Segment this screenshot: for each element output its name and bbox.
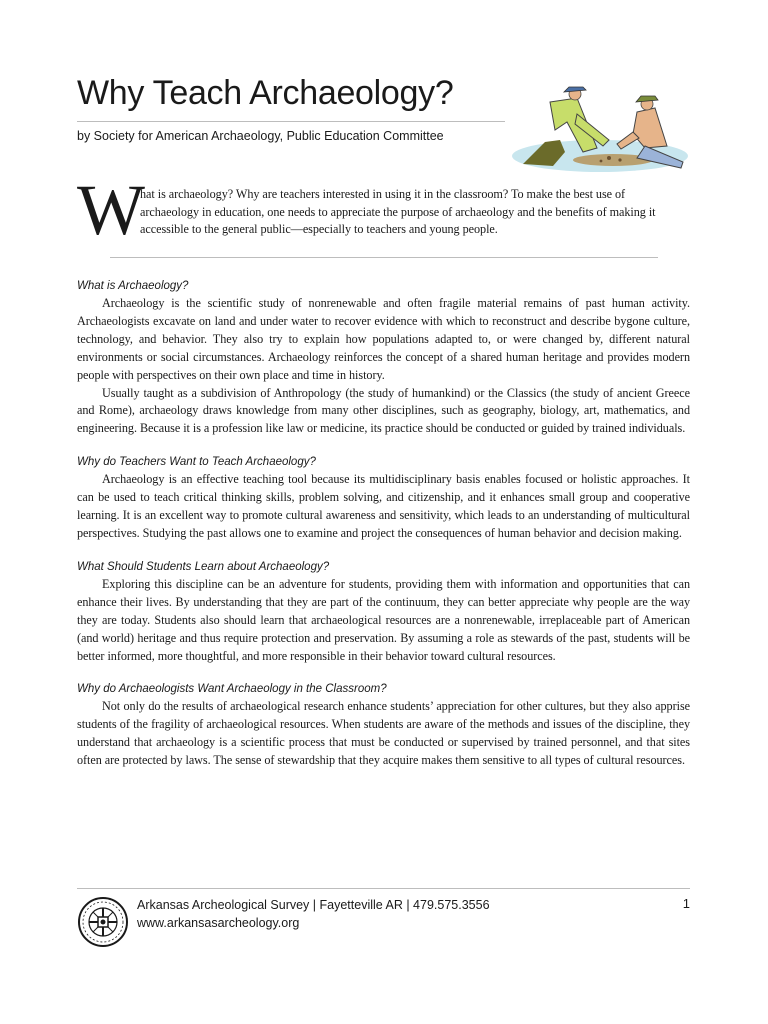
section-why-teachers (77, 454, 690, 543)
paragraph: Archaeology is the scientific study of nonrenewable and often fragile material remains of past human activity. Archaeologists excavate on land and under water to recover evidence with which to reconstruct and describe bygone culture, technology, and behavior. They also try to explain how populations adapted to, or were changed by, different natural environments or social circumstances. Archaeology reinforces the concept of a shared human heritage and provides modern people with perspectives on their own place and time in history. (77, 296, 690, 382)
footer-address: Arkansas Archeological Survey | Fayetteville AR | 479.575.3556 (137, 898, 490, 912)
section-heading: Why do Archaeologists Want Archaeology in the Classroom? (77, 683, 387, 696)
page-number: 1 (682, 896, 690, 911)
footer-website-link[interactable]: www.arkansasarcheology.org (137, 916, 300, 930)
title-divider (77, 121, 505, 122)
section-why-archaeologists (77, 681, 690, 770)
section-heading: Why do Teachers Want to Teach Archaeology? (77, 456, 316, 469)
paragraph: Archaeology is an effective teaching tool because its multidisciplinary basis enables focused or holistic approaches. It can be used to teach critical thinking skills, problem solving, and citizenship, and it enhances small group and cooperative learning. It is an excellent way to promote cultural awareness and sensitivity, which leads to an understanding of multicultural perspectives. Studying the past allows one to examine and project the consequences of human behavior and decision making. (77, 472, 690, 540)
section-heading: What is Archaeology? (77, 280, 189, 292)
paragraph: Not only do the results of archaeological research enhance students’ appreciation for other cultures, but they also apprise students of the fragility of archaeological resources. When students are aware of the methods and issues of the discipline, they understand that archaeology is a scientific process that must be conducted or supervised by trained personnel, and that sites often are protected by laws. The sense of stewardship that they acquire makes them sensitive to all types of cultural resources. (77, 699, 690, 768)
paragraph: Usually taught as a subdivision of Anthropology (the study of humankind) or the Classics (the study of ancient Greece and Rome), archaeology draws knowledge from many other disciplines, such as geography, biology, art, mathematics, and engineering. Because it is a profession like law or medicine, its practice should be conducted or guided by trained individuals. (77, 385, 690, 436)
byline: by Society for American Archaeology, Public Education Committee (77, 129, 444, 143)
intro-divider (110, 257, 658, 258)
section-what-students-learn (77, 559, 690, 666)
archaeologists-digging-icon (505, 82, 690, 177)
paragraph: Exploring this discipline can be an adventure for students, providing them with information and opportunities that can enhance their lives. By understanding that they are part of the continuum, they can better appreciate why people are the way they are today. Students also should learn that archaeological resources are a nonrenewable, irreplaceable part of American (and world) heritage and thus require protection and preservation. By assuming a role as stewards of the past, students will be better informed, more thoughtful, and more responsible in their behavior toward cultural resources. (77, 576, 690, 663)
section-heading: What Should Students Learn about Archaeology? (77, 560, 330, 573)
section-what-is-archaeology (77, 278, 690, 438)
footer-contact (137, 896, 490, 932)
footer-divider (77, 888, 690, 889)
page-title: Why Teach Archaeology? (77, 74, 454, 112)
intro-text: hat is archaeology? Why are teachers interested in using it in the classroom? To make the best use of archaeology in education, one needs to appreciate the purpose of archaeology and the benefits of making it accessible to the general public—especially to teachers and young people. (140, 187, 656, 236)
drop-cap: W (77, 170, 145, 250)
article-body (77, 278, 690, 786)
sun-circle-emblem-icon (77, 896, 129, 948)
intro-paragraph (77, 170, 687, 250)
